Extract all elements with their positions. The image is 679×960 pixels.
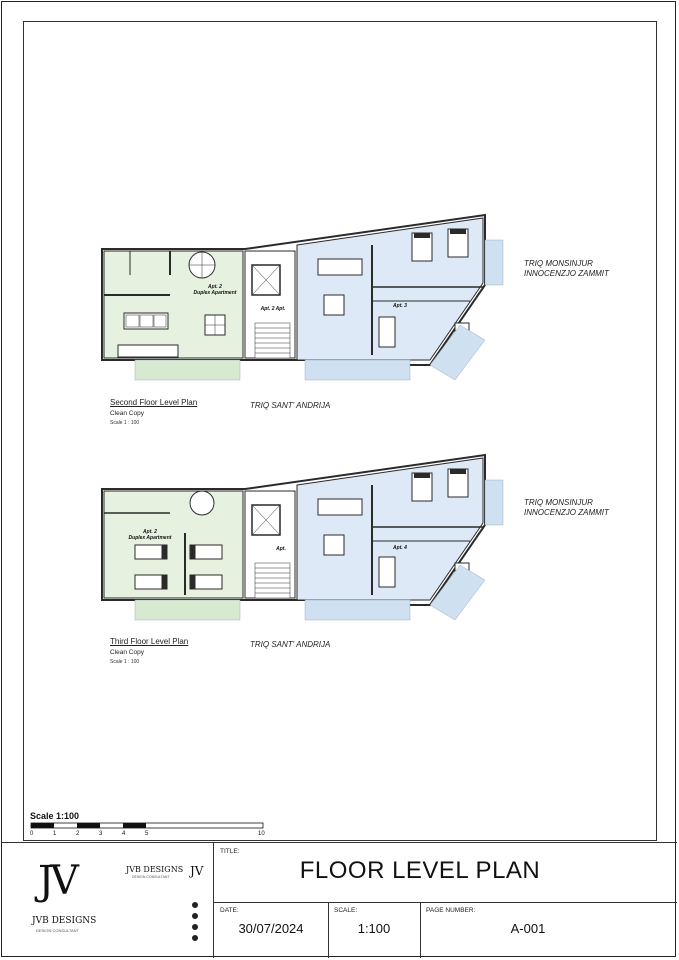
scale-bar-title: Scale 1:100 — [30, 811, 80, 821]
plan-title: Second Floor Level Plan — [110, 398, 198, 407]
date-label: DATE: — [220, 907, 239, 914]
second-floor-plan-drawing — [90, 205, 520, 390]
scale-tick: 10 — [258, 831, 265, 837]
spiral-stair — [190, 491, 214, 515]
plan-subtitle: Clean Copy — [110, 649, 144, 656]
stairs — [255, 563, 290, 598]
sofa — [124, 313, 168, 329]
title-block-divider-3 — [420, 902, 421, 958]
plan-subtitle: Clean Copy — [110, 410, 144, 417]
page-number-value: A-001 — [510, 921, 546, 936]
title-block-top-line — [1, 842, 677, 843]
balcony-right — [305, 600, 410, 620]
apt-left-type: Duplex Apartment — [193, 290, 237, 296]
scale-tick: 5 — [145, 831, 149, 837]
apt-left-number: Apt. 2 — [208, 284, 222, 290]
title-block-mid-line — [213, 902, 677, 903]
plan-title: Third Floor Level Plan — [110, 637, 189, 646]
scale-label: SCALE: — [334, 907, 358, 914]
apt-left-type: Duplex Apartment — [128, 535, 172, 541]
apt-left-number: Apt. 2 — [143, 529, 157, 535]
balcony-side — [485, 480, 503, 525]
scale-tick: 1 — [53, 831, 57, 837]
scale-value: 1:100 — [357, 921, 391, 936]
balcony-left — [135, 360, 240, 380]
dining-table-right — [324, 295, 344, 315]
street-right-line1: TRIQ MONSINJUR — [524, 259, 593, 268]
apt-arrow-label: Apt. 2 Apt. — [260, 306, 286, 312]
logo-small-tagline: DESIGN CONSULTANT — [132, 875, 170, 879]
logo-name: JVB DESIGNS — [32, 916, 97, 926]
street-bottom-label: TRIQ SANT' ANDRIJA — [250, 401, 331, 410]
logo-small-name: JVB DESIGNS — [126, 865, 184, 874]
plan-scale: Scale 1 : 100 — [110, 659, 140, 665]
apt-left-area — [104, 251, 243, 358]
apt-arrow-label: Apt. — [276, 546, 286, 552]
balcony-right — [305, 360, 410, 380]
sofa-right — [318, 259, 362, 275]
drawing-frame — [23, 21, 657, 841]
plan-scale: Scale 1 : 100 — [110, 420, 140, 426]
page-number-label: PAGE NUMBER: — [426, 907, 476, 914]
apt-left-label — [120, 529, 180, 541]
instagram-icon — [192, 928, 198, 946]
balcony-left — [135, 600, 240, 620]
street-bottom-label: TRIQ SANT' ANDRIJA — [250, 640, 331, 649]
stairs — [255, 323, 290, 358]
apt-left-label — [185, 284, 245, 296]
scale-tick: 3 — [99, 831, 103, 837]
logo-small-monogram: JV — [190, 864, 204, 878]
logo-tagline: DESIGN CONSULTANT — [36, 928, 79, 933]
street-right-label — [524, 259, 609, 279]
date-value: 30/07/2024 — [238, 921, 304, 936]
apt-right-label: Apt. 3 — [393, 303, 407, 309]
drawing-title: FLOOR LEVEL PLAN — [299, 857, 541, 884]
dining-table-right — [324, 535, 344, 555]
scale-tick: 4 — [122, 831, 126, 837]
title-label: TITLE: — [220, 848, 240, 855]
apt-right-label: Apt. 4 — [393, 545, 407, 551]
sofa-right — [318, 499, 362, 515]
street-right-line2: INNOCENZJO ZAMMIT — [524, 508, 609, 517]
street-right-label — [524, 498, 609, 518]
street-right-line2: INNOCENZJO ZAMMIT — [524, 269, 609, 278]
street-right-line1: TRIQ MONSINJUR — [524, 498, 593, 507]
scale-tick: 2 — [76, 831, 80, 837]
balcony-side — [485, 240, 503, 285]
scale-tick: 0 — [30, 831, 34, 837]
logo-monogram: JV — [38, 858, 75, 904]
scale-bar — [30, 822, 265, 830]
